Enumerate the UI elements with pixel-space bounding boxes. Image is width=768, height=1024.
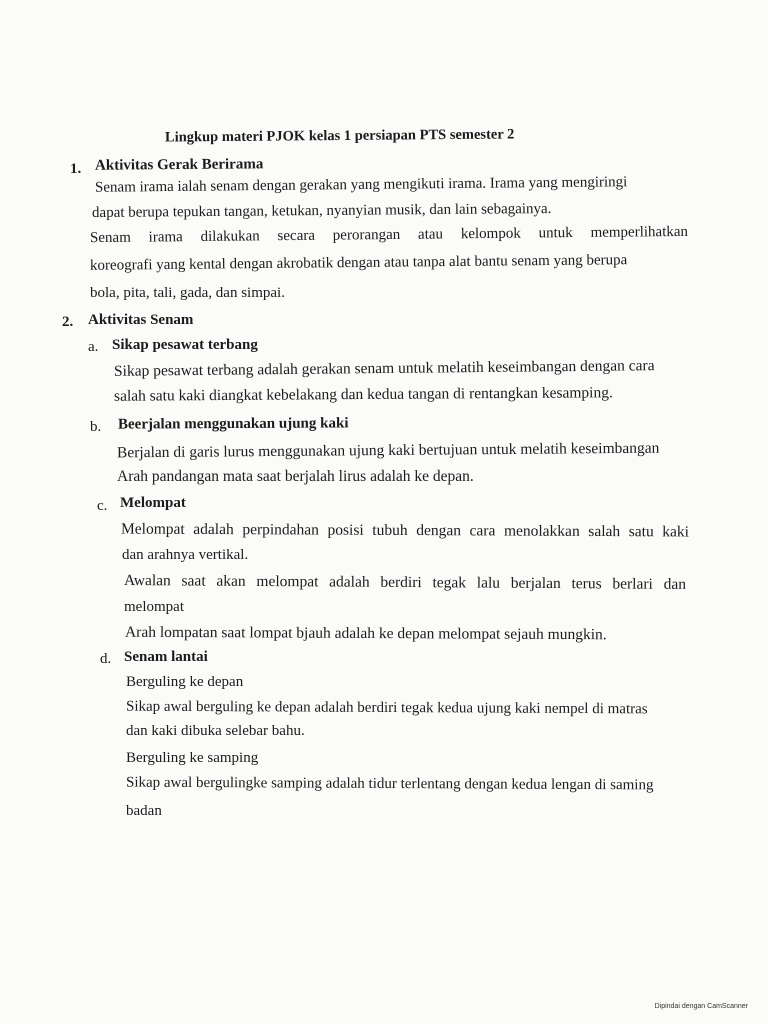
section-1-line: bola, pita, tali, gada, dan simpai.	[90, 285, 285, 301]
section-1-line: Senam irama dilakukan secara perorangan atau kelompok untuk memperlihatkan	[89, 223, 689, 247]
item-a-line: Sikap pesawat terbang adalah gerakan senam untuk melatih keseimbangan dengan cara	[113, 357, 655, 380]
item-d-line: dan kaki dibuka selebar bahu.	[126, 723, 305, 739]
item-d-heading: Senam lantai	[124, 649, 208, 665]
section-1-line: Senam irama ialah senam dengan gerakan yang mengikuti irama. Irama yang mengiringi	[94, 174, 628, 196]
item-b-letter: b.	[90, 419, 102, 435]
item-d-line: Berguling ke depan	[126, 674, 244, 690]
scanner-watermark: Dipindai dengan CamScanner	[654, 1003, 748, 1010]
item-b-line: Arah pandangan mata saat berjalah lirus adalah ke depan.	[117, 468, 474, 485]
item-d-line: Berguling ke samping	[126, 750, 259, 766]
item-c-line: Arah lompatan saat lompat bjauh adalah ke depan melompat sejauh mungkin.	[124, 623, 607, 644]
item-b-line: Berjalan di garis lurus menggunakan ujung kaki bertujuan untuk melatih keseimbangan	[116, 439, 660, 462]
item-d-letter: d.	[100, 651, 112, 667]
item-b-heading: Beerjalan menggunakan ujung kaki	[117, 415, 349, 433]
section-2-heading: Aktivitas Senam	[88, 312, 194, 328]
section-1-heading: Aktivitas Gerak Berirama	[94, 156, 264, 174]
item-c-line: Awalan saat akan melompat adalah berdiri tegak lalu berjalan terus berlari dan	[123, 572, 687, 593]
item-c-heading: Melompat	[120, 495, 186, 511]
item-d-line: Sikap awal bergulingke samping adalah tidur terlentang dengan kedua lengan di saming	[125, 774, 654, 794]
item-c-line: dan arahnya vertikal.	[122, 547, 249, 563]
item-d-line: badan	[126, 803, 162, 819]
item-a-line: salah satu kaki diangkat kebelakang dan kedua tangan di rentangkan kesamping.	[113, 384, 613, 405]
section-1-line: dapat berupa tepukan tangan, ketukan, nyanyian musik, dan lain sebagainya.	[91, 200, 552, 222]
item-c-line: melompat	[124, 599, 184, 615]
item-c-line: Melompat adalah perpindahan posisi tubuh dengan cara menolakkan salah satu kaki	[120, 520, 690, 541]
item-a-heading: Sikap pesawat terbang	[112, 337, 258, 353]
section-2-number: 2.	[62, 314, 74, 330]
section-1-line: koreografi yang kental dengan akrobatik dengan atau tanpa alat bantu senam yang berupa	[89, 252, 628, 274]
section-1-number: 1.	[70, 161, 82, 177]
item-c-letter: c.	[97, 498, 108, 514]
item-a-letter: a.	[88, 339, 99, 355]
page-title: Lingkup materi PJOK kelas 1 persiapan PTS semester 2	[164, 126, 515, 146]
item-d-line: Sikap awal berguling ke depan adalah berdiri tegak kedua ujung kaki nempel di matras	[125, 698, 648, 718]
